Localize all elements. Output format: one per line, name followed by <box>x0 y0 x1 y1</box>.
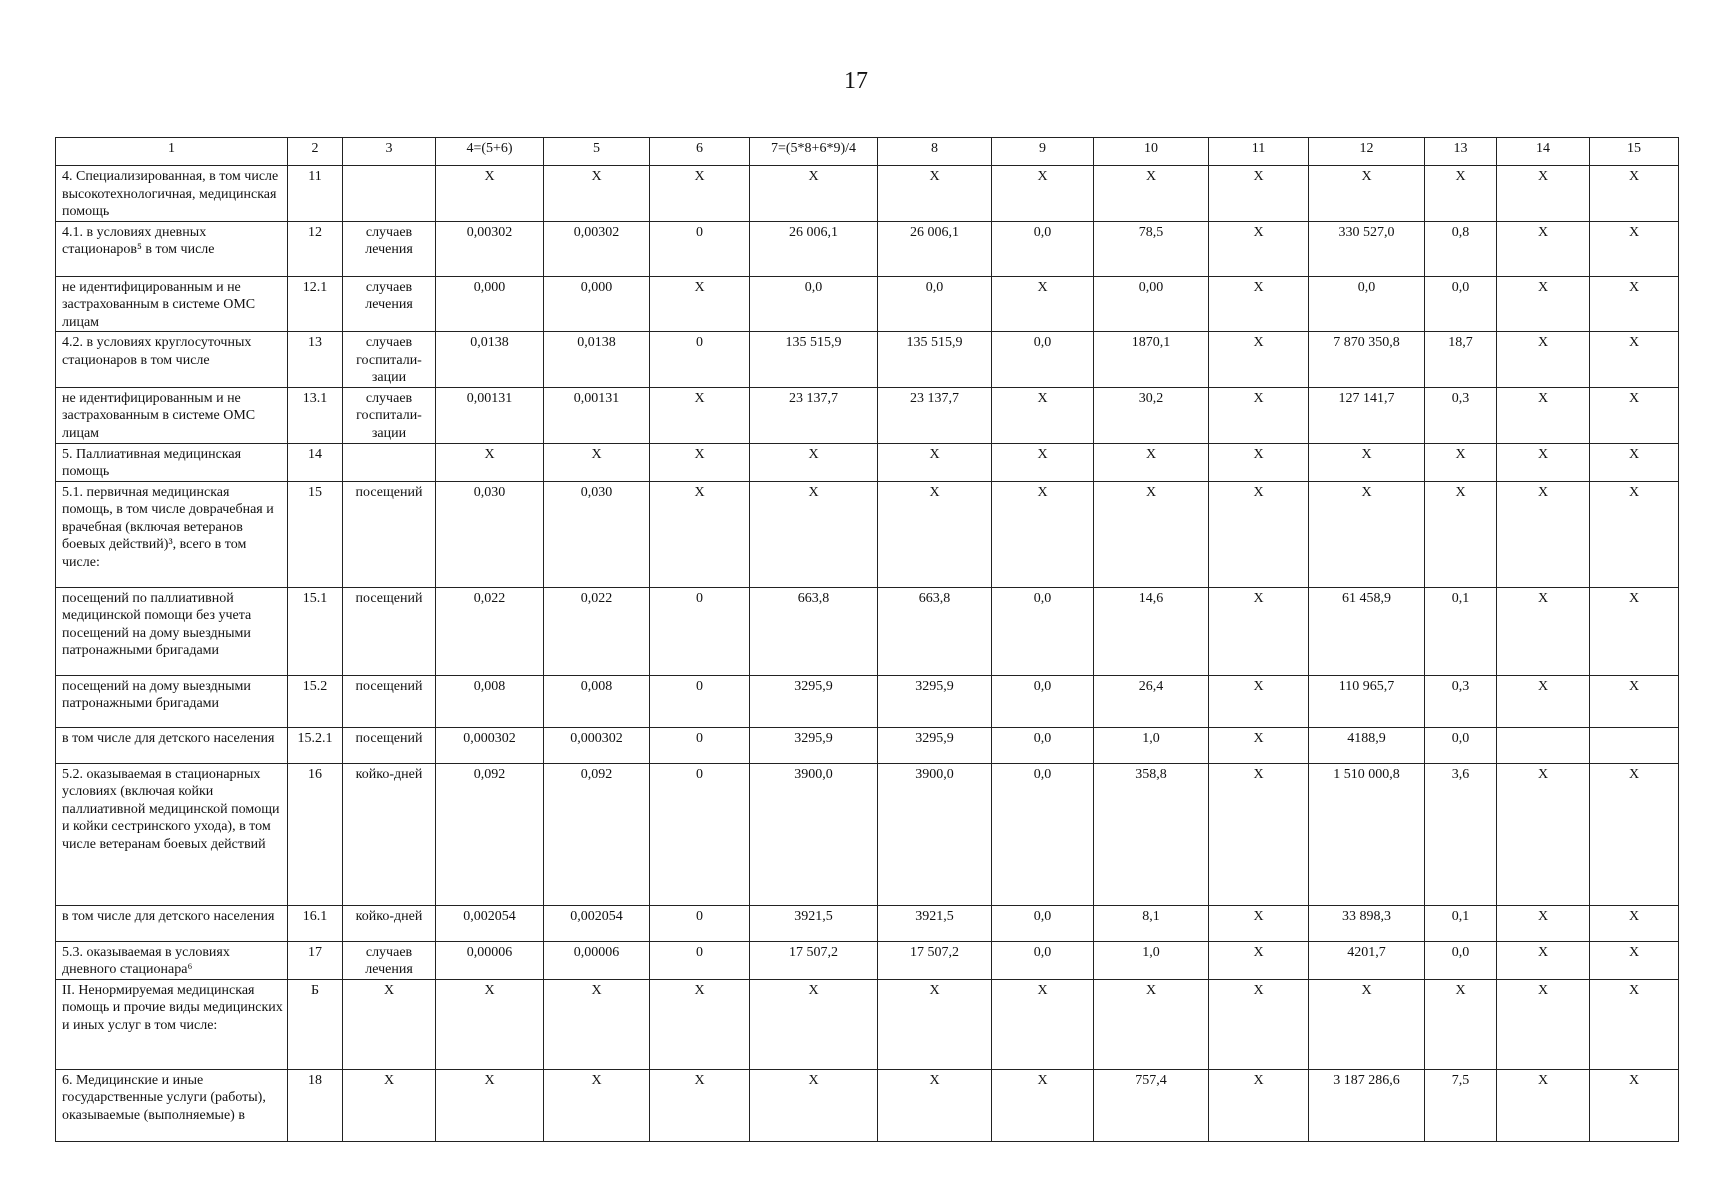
value-cell: X <box>1497 763 1590 905</box>
value-cell: 0,0 <box>992 332 1094 388</box>
row-code-cell: 13.1 <box>288 387 343 443</box>
value-cell: 3921,5 <box>750 905 878 941</box>
table-row <box>56 905 1679 941</box>
value-cell: 0 <box>650 763 750 905</box>
value-cell: X <box>1590 276 1679 332</box>
value-cell: 1,0 <box>1094 941 1209 979</box>
value-cell: X <box>1209 1069 1309 1141</box>
header-cell: 11 <box>1209 138 1309 166</box>
value-cell: X <box>1309 481 1425 587</box>
header-cell: 13 <box>1425 138 1497 166</box>
value-cell: 0,008 <box>544 675 650 727</box>
row-code-cell: 16.1 <box>288 905 343 941</box>
row-code-cell: 16 <box>288 763 343 905</box>
row-label-cell: посещений на дому выездными патронажными бригадами <box>56 675 288 727</box>
value-cell: 110 965,7 <box>1309 675 1425 727</box>
value-cell: 0,092 <box>544 763 650 905</box>
value-cell: X <box>1590 221 1679 276</box>
value-cell: 0,00006 <box>436 941 544 979</box>
value-cell: 3295,9 <box>878 727 992 763</box>
value-cell: X <box>1209 941 1309 979</box>
row-code-cell: Б <box>288 979 343 1069</box>
value-cell: X <box>750 1069 878 1141</box>
value-cell: X <box>992 481 1094 587</box>
value-cell: X <box>1497 481 1590 587</box>
page-number: 17 <box>844 68 868 94</box>
value-cell: X <box>878 166 992 222</box>
value-cell: X <box>1209 675 1309 727</box>
value-cell: 0 <box>650 941 750 979</box>
value-cell: X <box>1590 481 1679 587</box>
value-cell: X <box>1209 276 1309 332</box>
value-cell: 4201,7 <box>1309 941 1425 979</box>
value-cell: X <box>992 276 1094 332</box>
value-cell: X <box>992 166 1094 222</box>
value-cell: X <box>878 1069 992 1141</box>
value-cell: 0,0 <box>992 941 1094 979</box>
value-cell <box>1590 727 1679 763</box>
value-cell: 0,022 <box>436 587 544 675</box>
value-cell: 0,3 <box>1425 387 1497 443</box>
value-cell: 0,0138 <box>436 332 544 388</box>
value-cell: X <box>1209 763 1309 905</box>
value-cell: X <box>992 443 1094 481</box>
row-label-cell: II. Ненормируемая медицинская помощь и прочие виды медицинских и иных услуг в том числе: <box>56 979 288 1069</box>
value-cell: X <box>1497 675 1590 727</box>
value-cell: X <box>544 443 650 481</box>
unit-cell: случаев госпитали-зации <box>343 332 436 388</box>
value-cell: X <box>750 979 878 1069</box>
value-cell: 663,8 <box>750 587 878 675</box>
value-cell: X <box>650 276 750 332</box>
value-cell: X <box>750 443 878 481</box>
table-row <box>56 481 1679 587</box>
value-cell: 78,5 <box>1094 221 1209 276</box>
table-row <box>56 979 1679 1069</box>
value-cell: X <box>544 979 650 1069</box>
value-cell: 0 <box>650 587 750 675</box>
value-cell: 0,3 <box>1425 675 1497 727</box>
value-cell: 0,0 <box>1425 276 1497 332</box>
value-cell: X <box>1209 727 1309 763</box>
unit-cell: случаев лечения <box>343 941 436 979</box>
value-cell: 0,0 <box>1425 727 1497 763</box>
row-code-cell: 12.1 <box>288 276 343 332</box>
value-cell: X <box>878 481 992 587</box>
row-label-cell: 5.3. оказываемая в условиях дневного стационара⁶ <box>56 941 288 979</box>
value-cell: X <box>1590 979 1679 1069</box>
value-cell: 3,6 <box>1425 763 1497 905</box>
value-cell: X <box>992 1069 1094 1141</box>
value-cell: X <box>650 979 750 1069</box>
value-cell: X <box>1094 979 1209 1069</box>
value-cell: 135 515,9 <box>750 332 878 388</box>
value-cell: 0,000302 <box>544 727 650 763</box>
value-cell: X <box>1497 332 1590 388</box>
value-cell: 30,2 <box>1094 387 1209 443</box>
value-cell: X <box>1425 443 1497 481</box>
value-cell: 0,0138 <box>544 332 650 388</box>
value-cell: 0,0 <box>992 727 1094 763</box>
value-cell: 0,00 <box>1094 276 1209 332</box>
unit-cell: посещений <box>343 675 436 727</box>
value-cell: X <box>750 166 878 222</box>
unit-cell: посещений <box>343 587 436 675</box>
value-cell: 0,0 <box>992 587 1094 675</box>
row-label-cell: 5.2. оказываемая в стационарных условиях (включая койки паллиативной медицинской помощи и койки сестринского ухода), в том числе ветеранам боевых действий <box>56 763 288 905</box>
value-cell: 0,092 <box>436 763 544 905</box>
header-cell: 10 <box>1094 138 1209 166</box>
value-cell: X <box>1209 587 1309 675</box>
value-cell: 0,002054 <box>436 905 544 941</box>
value-cell: 3295,9 <box>750 727 878 763</box>
table-row <box>56 221 1679 276</box>
row-label-cell: 5.1. первичная медицинская помощь, в том числе доврачебная и врачебная (включая ветеранов боевых действий)³, всего в том числе: <box>56 481 288 587</box>
value-cell: 0,030 <box>436 481 544 587</box>
value-cell: 0,0 <box>1425 941 1497 979</box>
unit-cell: случаев госпитали-зации <box>343 387 436 443</box>
table-row <box>56 332 1679 388</box>
value-cell: 3900,0 <box>878 763 992 905</box>
value-cell: X <box>436 443 544 481</box>
value-cell: 0,000302 <box>436 727 544 763</box>
table-row <box>56 1069 1679 1141</box>
row-code-cell: 18 <box>288 1069 343 1141</box>
value-cell: X <box>650 1069 750 1141</box>
value-cell: 0,0 <box>878 276 992 332</box>
value-cell: X <box>1497 443 1590 481</box>
value-cell: 0,00131 <box>436 387 544 443</box>
value-cell: 0,0 <box>992 763 1094 905</box>
row-code-cell: 13 <box>288 332 343 388</box>
row-code-cell: 11 <box>288 166 343 222</box>
header-cell: 6 <box>650 138 750 166</box>
value-cell: X <box>1590 763 1679 905</box>
value-cell: 0,00131 <box>544 387 650 443</box>
value-cell: 3900,0 <box>750 763 878 905</box>
value-cell: 0 <box>650 727 750 763</box>
value-cell: X <box>650 387 750 443</box>
value-cell: 135 515,9 <box>878 332 992 388</box>
value-cell: X <box>1497 905 1590 941</box>
table-row <box>56 763 1679 905</box>
value-cell: 0,0 <box>1309 276 1425 332</box>
value-cell: X <box>750 481 878 587</box>
value-cell: 0,0 <box>992 221 1094 276</box>
value-cell: 0 <box>650 675 750 727</box>
table-row <box>56 443 1679 481</box>
value-cell: X <box>1497 387 1590 443</box>
row-label-cell: посещений по паллиативной медицинской помощи без учета посещений на дому выездными патронажными бригадами <box>56 587 288 675</box>
value-cell: 14,6 <box>1094 587 1209 675</box>
value-cell: X <box>1094 481 1209 587</box>
value-cell: X <box>1590 675 1679 727</box>
row-label-cell: не идентифицированным и не застрахованным в системе ОМС лицам <box>56 387 288 443</box>
value-cell: 0,1 <box>1425 587 1497 675</box>
value-cell: X <box>992 979 1094 1069</box>
row-label-cell: 4. Специализированная, в том числе высокотехнологичная, медицинская помощь <box>56 166 288 222</box>
row-label-cell: не идентифицированным и не застрахованным в системе ОМС лицам <box>56 276 288 332</box>
value-cell: X <box>1590 1069 1679 1141</box>
value-cell: X <box>1094 166 1209 222</box>
row-label-cell: в том числе для детского населения <box>56 905 288 941</box>
unit-cell: случаев лечения <box>343 221 436 276</box>
unit-cell <box>343 166 436 222</box>
header-cell: 2 <box>288 138 343 166</box>
value-cell: 3 187 286,6 <box>1309 1069 1425 1141</box>
table-row <box>56 387 1679 443</box>
row-code-cell: 15.2.1 <box>288 727 343 763</box>
value-cell: X <box>1209 979 1309 1069</box>
value-cell: 127 141,7 <box>1309 387 1425 443</box>
value-cell: 0,000 <box>544 276 650 332</box>
value-cell: 663,8 <box>878 587 992 675</box>
value-cell: 330 527,0 <box>1309 221 1425 276</box>
value-cell: 0,030 <box>544 481 650 587</box>
value-cell: X <box>1209 387 1309 443</box>
row-code-cell: 15.1 <box>288 587 343 675</box>
value-cell: 1 510 000,8 <box>1309 763 1425 905</box>
row-code-cell: 17 <box>288 941 343 979</box>
value-cell: X <box>436 979 544 1069</box>
value-cell: X <box>1590 332 1679 388</box>
value-cell: 0,008 <box>436 675 544 727</box>
value-cell: X <box>1497 221 1590 276</box>
value-cell: 7,5 <box>1425 1069 1497 1141</box>
header-cell: 3 <box>343 138 436 166</box>
value-cell: X <box>544 166 650 222</box>
header-cell: 4=(5+6) <box>436 138 544 166</box>
value-cell: X <box>650 166 750 222</box>
table-row <box>56 675 1679 727</box>
value-cell: X <box>992 387 1094 443</box>
unit-cell: койко-дней <box>343 905 436 941</box>
value-cell: 3295,9 <box>750 675 878 727</box>
value-cell: 23 137,7 <box>878 387 992 443</box>
value-cell: X <box>1209 481 1309 587</box>
unit-cell: X <box>343 979 436 1069</box>
value-cell: 0 <box>650 905 750 941</box>
value-cell: 0,022 <box>544 587 650 675</box>
value-cell: X <box>1209 332 1309 388</box>
value-cell: X <box>1497 587 1590 675</box>
row-code-cell: 15.2 <box>288 675 343 727</box>
value-cell: X <box>1209 166 1309 222</box>
table-row <box>56 276 1679 332</box>
row-label-cell: 5. Паллиативная медицинская помощь <box>56 443 288 481</box>
value-cell: X <box>1094 443 1209 481</box>
value-cell: X <box>544 1069 650 1141</box>
value-cell: X <box>1497 166 1590 222</box>
value-cell: 0,00302 <box>436 221 544 276</box>
value-cell: 0 <box>650 221 750 276</box>
value-cell: 0,0 <box>750 276 878 332</box>
value-cell: 0 <box>650 332 750 388</box>
value-cell: 26,4 <box>1094 675 1209 727</box>
unit-cell: посещений <box>343 727 436 763</box>
unit-cell: X <box>343 1069 436 1141</box>
table-row <box>56 941 1679 979</box>
header-cell: 15 <box>1590 138 1679 166</box>
header-cell: 1 <box>56 138 288 166</box>
value-cell: 26 006,1 <box>878 221 992 276</box>
value-cell: 18,7 <box>1425 332 1497 388</box>
value-cell: X <box>1590 166 1679 222</box>
value-cell: X <box>1425 481 1497 587</box>
value-cell: X <box>1590 587 1679 675</box>
header-cell: 8 <box>878 138 992 166</box>
unit-cell: случаев лечения <box>343 276 436 332</box>
value-cell: 3921,5 <box>878 905 992 941</box>
value-cell: 0,0 <box>992 675 1094 727</box>
row-code-cell: 14 <box>288 443 343 481</box>
value-cell: 17 507,2 <box>750 941 878 979</box>
value-cell: 8,1 <box>1094 905 1209 941</box>
value-cell: X <box>878 979 992 1069</box>
value-cell: X <box>1590 443 1679 481</box>
value-cell: 33 898,3 <box>1309 905 1425 941</box>
value-cell: X <box>1590 387 1679 443</box>
row-label-cell: 6. Медицинские и иные государственные услуги (работы), оказываемые (выполняемые) в <box>56 1069 288 1141</box>
row-code-cell: 12 <box>288 221 343 276</box>
value-cell: X <box>650 481 750 587</box>
header-cell: 7=(5*8+6*9)/4 <box>750 138 878 166</box>
value-cell: X <box>1309 166 1425 222</box>
value-cell: X <box>1309 979 1425 1069</box>
value-cell: 17 507,2 <box>878 941 992 979</box>
table-row <box>56 166 1679 222</box>
value-cell: 358,8 <box>1094 763 1209 905</box>
header-cell: 14 <box>1497 138 1590 166</box>
value-cell: 1,0 <box>1094 727 1209 763</box>
value-cell: 26 006,1 <box>750 221 878 276</box>
value-cell: X <box>1497 1069 1590 1141</box>
value-cell: 0,00006 <box>544 941 650 979</box>
value-cell: X <box>1497 276 1590 332</box>
value-cell: X <box>1209 905 1309 941</box>
value-cell: 1870,1 <box>1094 332 1209 388</box>
value-cell: X <box>1209 443 1309 481</box>
unit-cell: койко-дней <box>343 763 436 905</box>
header-cell: 5 <box>544 138 650 166</box>
value-cell: X <box>1497 941 1590 979</box>
value-cell: X <box>1425 166 1497 222</box>
value-cell: X <box>1590 941 1679 979</box>
value-cell: X <box>1209 221 1309 276</box>
row-label-cell: в том числе для детского населения <box>56 727 288 763</box>
data-table <box>55 137 1679 1142</box>
table-row <box>56 727 1679 763</box>
value-cell: 7 870 350,8 <box>1309 332 1425 388</box>
value-cell: X <box>436 1069 544 1141</box>
value-cell: 757,4 <box>1094 1069 1209 1141</box>
value-cell: 23 137,7 <box>750 387 878 443</box>
value-cell: X <box>1590 905 1679 941</box>
value-cell: X <box>1425 979 1497 1069</box>
value-cell: 0,0 <box>992 905 1094 941</box>
row-label-cell: 4.2. в условиях круглосуточных стационаров в том числе <box>56 332 288 388</box>
value-cell: 61 458,9 <box>1309 587 1425 675</box>
value-cell: 3295,9 <box>878 675 992 727</box>
header-cell: 12 <box>1309 138 1425 166</box>
header-cell: 9 <box>992 138 1094 166</box>
value-cell: X <box>1309 443 1425 481</box>
row-label-cell: 4.1. в условиях дневных стационаров⁵ в том числе <box>56 221 288 276</box>
table-row <box>56 587 1679 675</box>
value-cell: 4188,9 <box>1309 727 1425 763</box>
value-cell: 0,00302 <box>544 221 650 276</box>
value-cell <box>1497 727 1590 763</box>
unit-cell <box>343 443 436 481</box>
value-cell: 0,002054 <box>544 905 650 941</box>
header-row <box>56 138 1679 166</box>
value-cell: X <box>1497 979 1590 1069</box>
value-cell: X <box>878 443 992 481</box>
unit-cell: посещений <box>343 481 436 587</box>
value-cell: 0,000 <box>436 276 544 332</box>
value-cell: X <box>650 443 750 481</box>
value-cell: 0,8 <box>1425 221 1497 276</box>
row-code-cell: 15 <box>288 481 343 587</box>
value-cell: 0,1 <box>1425 905 1497 941</box>
value-cell: X <box>436 166 544 222</box>
